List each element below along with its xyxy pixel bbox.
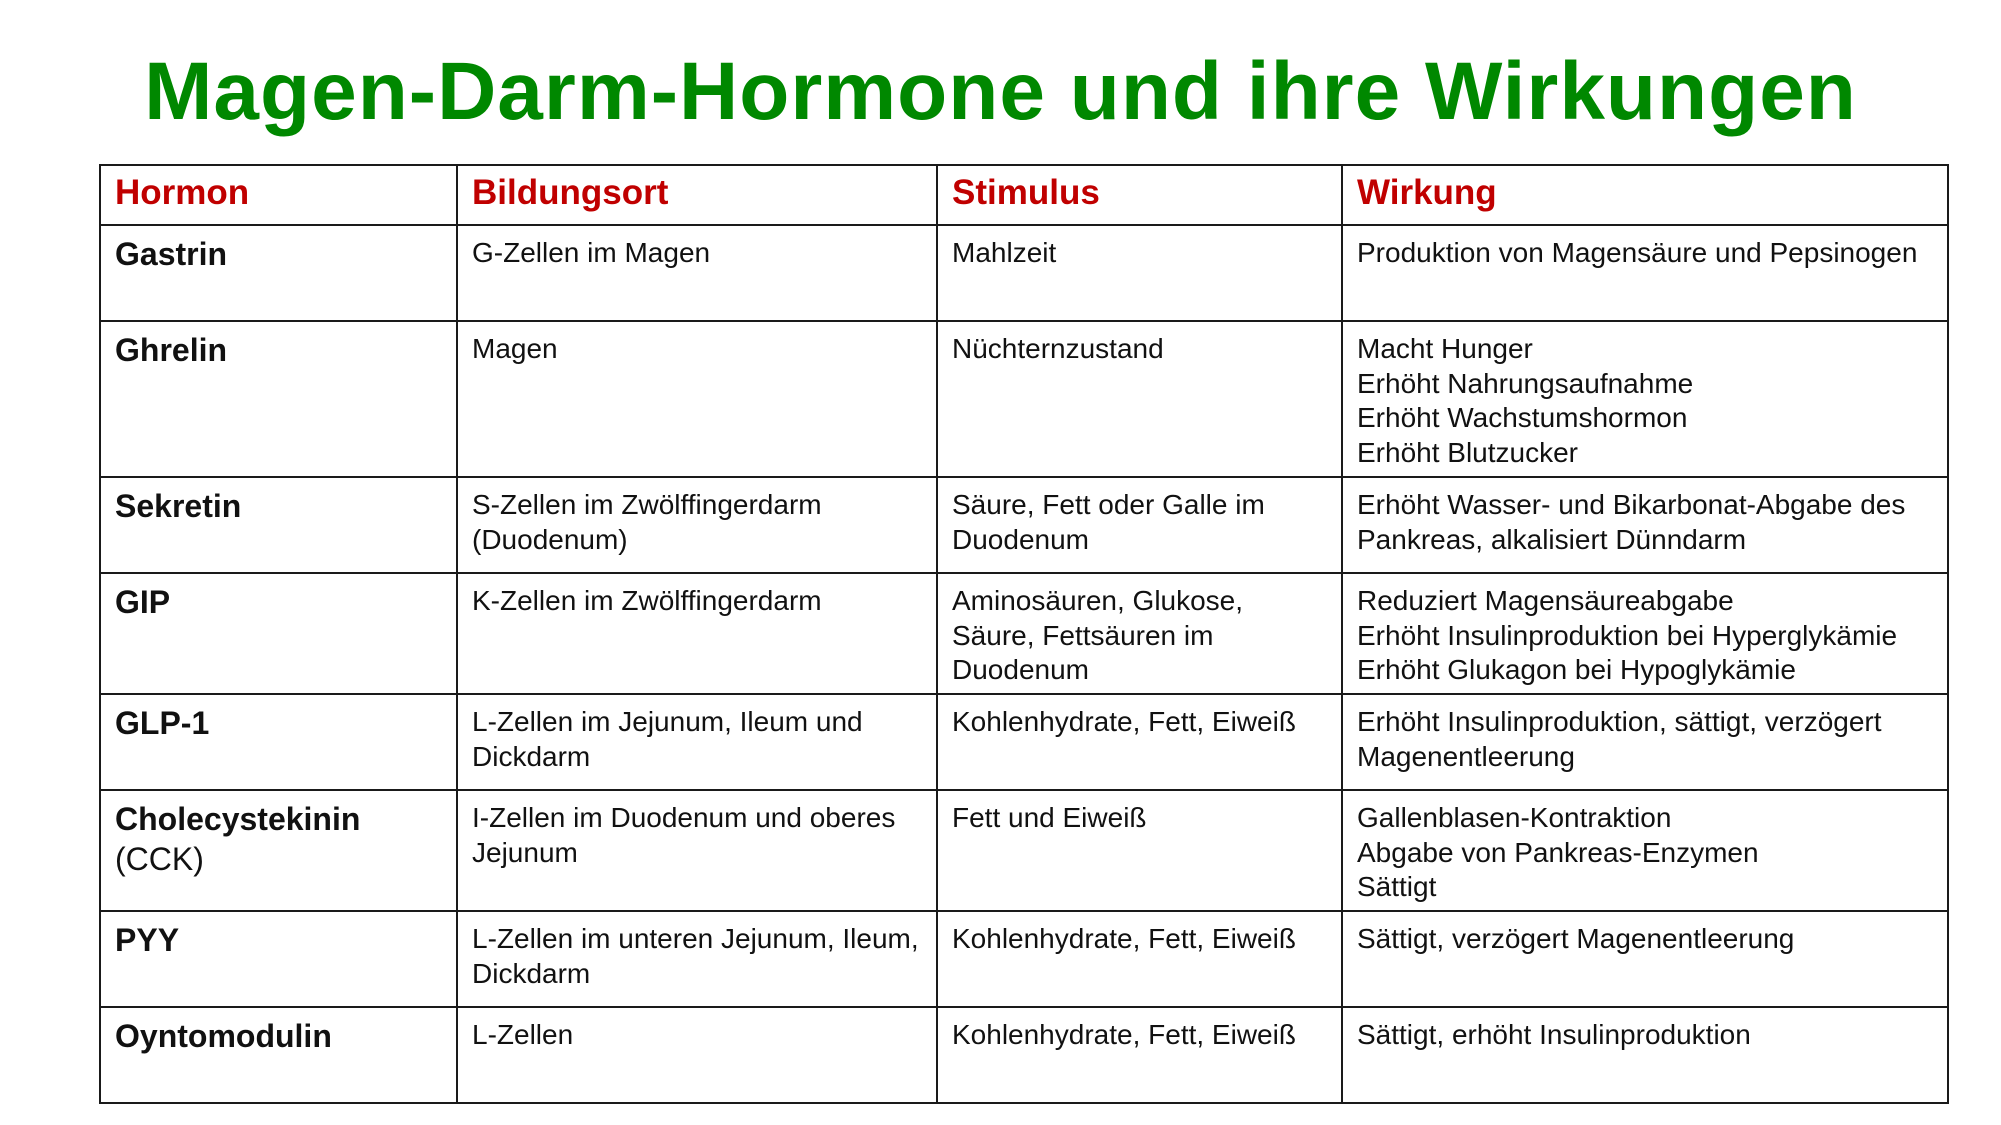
stimulus-cell: Fett und Eiweiß	[937, 790, 1342, 911]
hormone-name-cell	[100, 225, 457, 321]
wirkung-line: Erhöht Insulinproduktion bei Hyperglykämie	[1357, 619, 1898, 651]
hormone-table	[99, 164, 1949, 1104]
hormone-name: PYY	[115, 922, 180, 958]
wirkung-cell	[1342, 477, 1948, 573]
hormone-name: Gastrin	[115, 236, 228, 272]
wirkung-cell	[1342, 790, 1948, 911]
table-row	[100, 477, 1948, 573]
wirkung-line: Erhöht Glukagon bei Hypoglykämie	[1357, 654, 1796, 685]
wirkung-line: Abgabe von Pankreas-Enzymen	[1357, 836, 1759, 868]
stimulus-cell: Nüchternzustand	[937, 321, 1342, 477]
wirkung-line: Erhöht Nahrungsaufnahme	[1357, 367, 1694, 399]
stimulus-cell: Mahlzeit	[937, 225, 1342, 321]
hormone-abbreviation: (CCK)	[115, 841, 204, 877]
hormone-name-cell	[100, 1007, 457, 1103]
stimulus-cell: Kohlenhydrate, Fett, Eiweiß	[937, 1007, 1342, 1103]
wirkung-line: Sättigt	[1357, 871, 1437, 902]
wirkung-line: Macht Hunger	[1357, 333, 1533, 364]
bildungsort-cell: L-Zellen im unteren Jejunum, Ileum, Dickdarm	[457, 911, 937, 1007]
column-header-hormon: Hormon	[100, 165, 457, 225]
wirkung-line: Erhöht Wasser- und Bikarbonat-Abgabe des Pankreas, alkalisiert Dünndarm	[1357, 489, 1906, 555]
column-header-wirkung: Wirkung	[1342, 165, 1948, 225]
hormone-name-cell	[100, 321, 457, 477]
stimulus-cell: Kohlenhydrate, Fett, Eiweiß	[937, 911, 1342, 1007]
column-header-bildungsort: Bildungsort	[457, 165, 937, 225]
table-row	[100, 694, 1948, 790]
hormone-name-cell	[100, 477, 457, 573]
table-row	[100, 911, 1948, 1007]
wirkung-line: Erhöht Wachstumshormon	[1357, 402, 1688, 433]
hormone-name-cell	[100, 911, 457, 1007]
hormone-name-cell	[100, 694, 457, 790]
wirkung-cell	[1342, 1007, 1948, 1103]
hormone-name-cell	[100, 790, 457, 911]
wirkung-cell	[1342, 225, 1948, 321]
wirkung-line: Erhöht Insulinproduktion, sättigt, verzögert Magenentleerung	[1357, 706, 1882, 772]
bildungsort-cell: L-Zellen	[457, 1007, 937, 1103]
hormone-name: GIP	[115, 584, 171, 620]
wirkung-cell	[1342, 911, 1948, 1007]
bildungsort-cell: Magen	[457, 321, 937, 477]
hormone-name: GLP-1	[115, 705, 210, 741]
hormone-name: Sekretin	[115, 488, 242, 524]
table-row	[100, 225, 1948, 321]
wirkung-line: Gallenblasen-Kontraktion	[1357, 802, 1672, 833]
wirkung-line: Reduziert Magensäureabgabe	[1357, 585, 1734, 616]
stimulus-cell: Kohlenhydrate, Fett, Eiweiß	[937, 694, 1342, 790]
table-row	[100, 1007, 1948, 1103]
wirkung-line: Sättigt, verzögert Magenentleerung	[1357, 923, 1795, 954]
bildungsort-cell: L-Zellen im Jejunum, Ileum und Dickdarm	[457, 694, 937, 790]
stimulus-cell: Aminosäuren, Glukose, Säure, Fettsäuren im Duodenum	[937, 573, 1342, 694]
wirkung-line: Sättigt, erhöht Insulinproduktion	[1357, 1019, 1751, 1050]
wirkung-cell	[1342, 321, 1948, 477]
hormone-name: Ghrelin	[115, 332, 228, 368]
wirkung-cell	[1342, 573, 1948, 694]
hormone-name: Oyntomodulin	[115, 1018, 332, 1054]
hormone-name-cell	[100, 573, 457, 694]
table-row	[100, 321, 1948, 477]
bildungsort-cell: G-Zellen im Magen	[457, 225, 937, 321]
stimulus-cell: Säure, Fett oder Galle im Duodenum	[937, 477, 1342, 573]
table-header-row	[100, 165, 1948, 225]
hormone-name: Cholecystekinin	[115, 801, 361, 837]
column-header-stimulus: Stimulus	[937, 165, 1342, 225]
bildungsort-cell: K-Zellen im Zwölffingerdarm	[457, 573, 937, 694]
table-row	[100, 790, 1948, 911]
bildungsort-cell: I-Zellen im Duodenum und oberes Jejunum	[457, 790, 937, 911]
table-row	[100, 573, 1948, 694]
wirkung-line: Erhöht Blutzucker	[1357, 436, 1578, 468]
wirkung-cell	[1342, 694, 1948, 790]
wirkung-line: Produktion von Magensäure und Pepsinogen	[1357, 237, 1918, 268]
bildungsort-cell: S-Zellen im Zwölffingerdarm (Duodenum)	[457, 477, 937, 573]
page-title: Magen-Darm-Hormone und ihre Wirkungen	[144, 46, 1857, 137]
